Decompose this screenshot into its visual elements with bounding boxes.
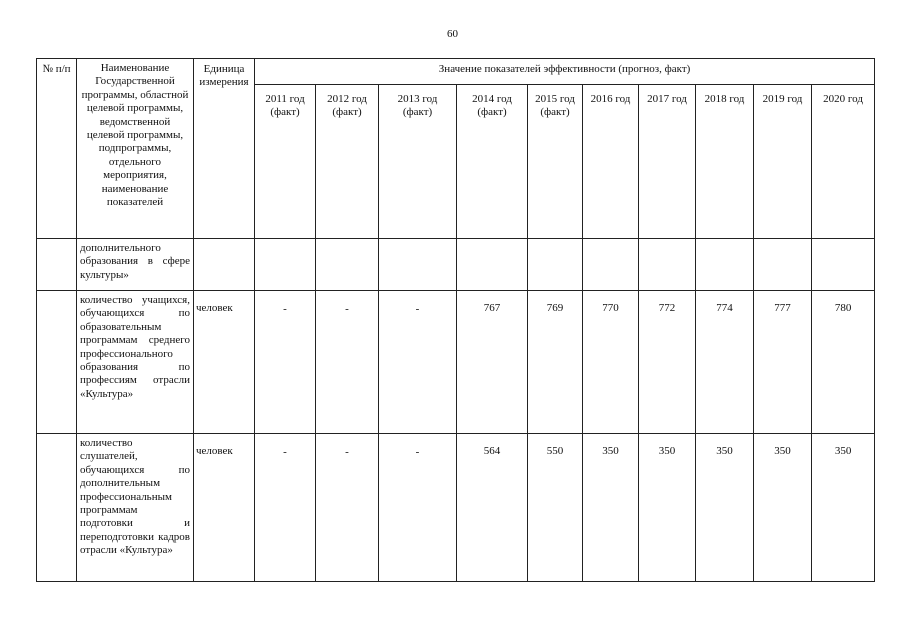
value-cell — [754, 239, 812, 291]
year-label: 2019 год — [762, 93, 803, 105]
year-note: (факт) — [402, 106, 433, 119]
value-cell: 350 — [639, 434, 696, 582]
year-label: 2020 год — [823, 93, 863, 105]
value-cell — [528, 239, 583, 291]
page-number: 60 — [447, 28, 458, 40]
year-label: 2012 год — [327, 93, 367, 105]
value-cell: - — [255, 291, 316, 434]
year-header — [457, 85, 528, 239]
value-cell — [583, 239, 639, 291]
value-cell — [696, 239, 754, 291]
year-note: (факт) — [477, 106, 507, 119]
year-label: 2011 год — [265, 93, 305, 105]
row-name-cell: количество слушателей, обучающихся по дополнительным профессиональным программам подготовки и переподготовки кадров отрасли «Культура» — [77, 434, 194, 582]
row-unit-cell: человек — [194, 291, 255, 434]
value-cell: 777 — [754, 291, 812, 434]
row-name-cell: дополнительного образования в сфере культуры» — [77, 239, 194, 291]
year-header — [528, 85, 583, 239]
row-number-cell — [37, 434, 77, 582]
year-note: (факт) — [332, 106, 362, 119]
value-cell: 350 — [696, 434, 754, 582]
efficiency-indicators-table — [36, 58, 875, 582]
table-row — [37, 434, 875, 582]
value-cell — [255, 239, 316, 291]
value-cell: 769 — [528, 291, 583, 434]
value-cell — [457, 239, 528, 291]
value-cell: 772 — [639, 291, 696, 434]
value-cell: 774 — [696, 291, 754, 434]
value-cell: - — [379, 434, 457, 582]
year-label: 2014 год — [472, 93, 512, 105]
year-header — [255, 85, 316, 239]
value-cell: - — [379, 291, 457, 434]
table-header-row — [37, 59, 875, 85]
value-cell — [639, 239, 696, 291]
year-note: (факт) — [270, 106, 300, 119]
row-number-cell — [37, 291, 77, 434]
year-header — [812, 85, 875, 239]
row-unit-cell — [194, 239, 255, 291]
year-label: 2017 год — [647, 93, 687, 105]
value-cell: 350 — [583, 434, 639, 582]
col-name-header: Наименование Государственной программы, областной целевой программы, ведомственной целевой программы, подпрограммы, отдельного мероприятия, наименование показателей — [77, 59, 194, 239]
value-cell: - — [316, 434, 379, 582]
value-cell: 350 — [812, 434, 875, 582]
year-label: 2013 год — [397, 93, 438, 105]
value-cell: 550 — [528, 434, 583, 582]
row-name-cell: количество учащихся, обучающихся по образовательным программам среднего профессионального образования по профессиям отрасли «Культура» — [77, 291, 194, 434]
col-number-header: № п/п — [37, 59, 77, 239]
values-group-header: Значение показателей эффективности (прогноз, факт) — [255, 59, 875, 85]
table-row-continuation — [37, 239, 875, 291]
table-row — [37, 291, 875, 434]
year-label: 2015 год — [535, 93, 575, 105]
value-cell: 780 — [812, 291, 875, 434]
value-cell: 770 — [583, 291, 639, 434]
row-unit-cell: человек — [194, 434, 255, 582]
value-cell — [316, 239, 379, 291]
row-number-cell — [37, 239, 77, 291]
value-cell — [812, 239, 875, 291]
value-cell: 564 — [457, 434, 528, 582]
year-label: 2018 год — [704, 93, 745, 105]
year-header — [639, 85, 696, 239]
year-header — [379, 85, 457, 239]
year-label: 2016 год — [590, 93, 631, 105]
year-header — [696, 85, 754, 239]
year-header — [316, 85, 379, 239]
value-cell — [379, 239, 457, 291]
col-unit-header: Единица измерения — [194, 59, 255, 239]
year-header — [583, 85, 639, 239]
value-cell: 350 — [754, 434, 812, 582]
year-header — [754, 85, 812, 239]
value-cell: - — [316, 291, 379, 434]
year-note: (факт) — [540, 106, 570, 119]
value-cell: 767 — [457, 291, 528, 434]
value-cell: - — [255, 434, 316, 582]
